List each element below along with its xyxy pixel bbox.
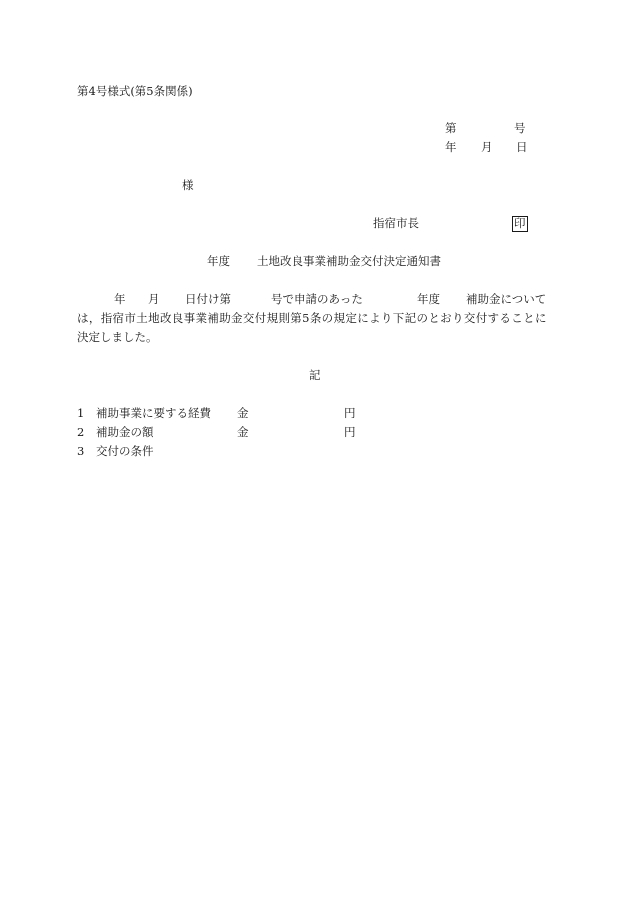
seal-mark: 印 (514, 216, 526, 230)
item-amount-unit: 円 (344, 406, 356, 420)
body-line-3: 決定しました。 (77, 330, 158, 344)
date-day: 日 (516, 140, 528, 154)
document-title: 土地改良事業補助金交付決定通知書 (257, 254, 441, 268)
ki-heading: 記 (309, 368, 321, 382)
body-dated-prefix: 日付け第 (185, 292, 231, 306)
item-number: 1 (77, 406, 85, 420)
item-number: 2 (77, 425, 85, 439)
body-month: 月 (148, 292, 160, 306)
item-label: 補助事業に要する経費 (96, 406, 211, 420)
doc-number-suffix: 号 (514, 121, 526, 135)
issuer-name: 指宿市長 (373, 216, 419, 230)
issuer-seal (512, 216, 528, 232)
item-number: 3 (77, 444, 85, 458)
body-tail: 補助金について (466, 292, 547, 306)
body-year: 年 (114, 292, 126, 306)
item-amount-unit: 円 (344, 425, 356, 439)
addressee-honorific: 様 (182, 178, 194, 192)
body-line-2: は，指宿市土地改良事業補助金交付規則第5条の規定により下記のとおり交付することに (77, 311, 547, 325)
title-fiscal-year: 年度 (207, 254, 230, 268)
item-label: 交付の条件 (96, 444, 154, 458)
form-label: 第4号様式(第5条関係) (77, 84, 193, 98)
date-month: 月 (481, 140, 493, 154)
body-num-suffix: 号で申請のあった (271, 292, 363, 306)
doc-number-prefix: 第 (445, 121, 457, 135)
item-amount-prefix: 金 (237, 406, 249, 420)
date-year: 年 (445, 140, 457, 154)
item-label: 補助金の額 (96, 425, 154, 439)
item-amount-prefix: 金 (237, 425, 249, 439)
body-fiscal-year: 年度 (417, 292, 440, 306)
